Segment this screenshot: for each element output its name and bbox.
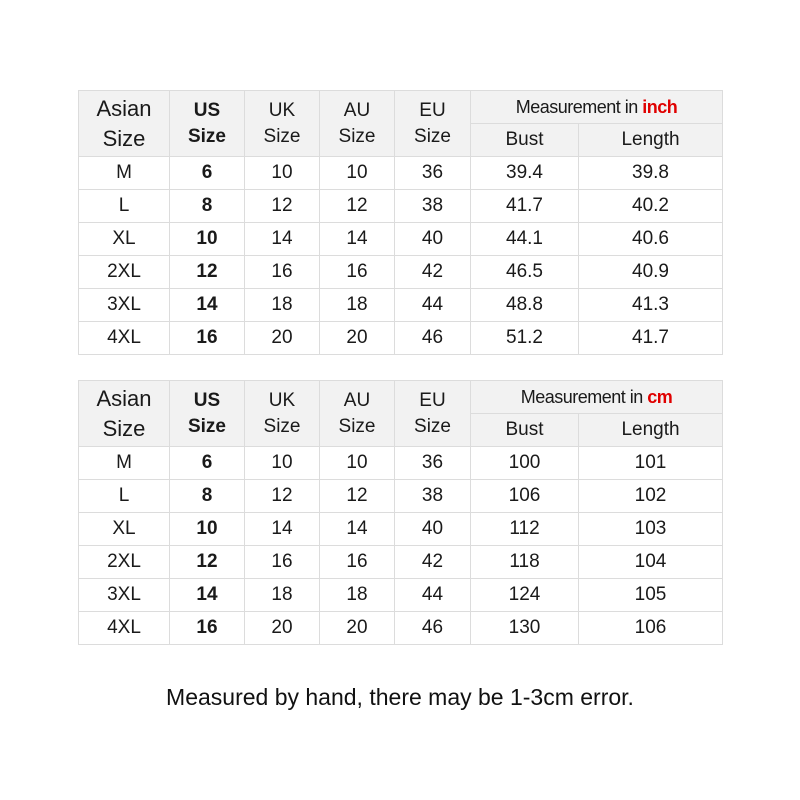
cell-au: 14 — [320, 513, 395, 546]
cell-asian: M — [79, 157, 170, 190]
cell-au: 16 — [320, 546, 395, 579]
cell-eu: 44 — [395, 579, 471, 612]
cell-asian: 2XL — [79, 256, 170, 289]
cell-bust: 112 — [471, 513, 579, 546]
cell-asian: 3XL — [79, 579, 170, 612]
header-measurement — [471, 381, 723, 414]
cell-length: 103 — [579, 513, 723, 546]
cell-au: 18 — [320, 579, 395, 612]
cell-au: 18 — [320, 289, 395, 322]
cell-length: 101 — [579, 447, 723, 480]
cell-us: 12 — [170, 256, 245, 289]
table-row — [79, 447, 723, 480]
cell-eu: 42 — [395, 256, 471, 289]
cell-us: 12 — [170, 546, 245, 579]
cell-uk: 20 — [245, 612, 320, 645]
cell-bust: 106 — [471, 480, 579, 513]
cell-eu: 38 — [395, 190, 471, 223]
cell-us: 16 — [170, 322, 245, 355]
cell-au: 12 — [320, 480, 395, 513]
cell-bust: 51.2 — [471, 322, 579, 355]
header-length: Length — [579, 124, 723, 157]
table-row — [79, 289, 723, 322]
cell-uk: 20 — [245, 322, 320, 355]
cell-au: 12 — [320, 190, 395, 223]
cell-length: 102 — [579, 480, 723, 513]
cell-asian: 2XL — [79, 546, 170, 579]
measurement-unit: cm — [647, 386, 673, 407]
header-bust: Bust — [471, 124, 579, 157]
cell-us: 8 — [170, 190, 245, 223]
cell-asian: 4XL — [79, 612, 170, 645]
cell-au: 10 — [320, 157, 395, 190]
cell-au: 20 — [320, 322, 395, 355]
cell-asian: M — [79, 447, 170, 480]
cell-us: 10 — [170, 223, 245, 256]
cell-au: 16 — [320, 256, 395, 289]
cell-eu: 44 — [395, 289, 471, 322]
cell-asian: L — [79, 190, 170, 223]
header-us-size: US Size — [170, 381, 245, 447]
cell-uk: 10 — [245, 157, 320, 190]
cell-bust: 100 — [471, 447, 579, 480]
header-uk-size: UK Size — [245, 91, 320, 157]
measurement-label: Measurement in — [520, 386, 648, 407]
cell-length: 105 — [579, 579, 723, 612]
header-au-size: AU Size — [320, 381, 395, 447]
header-asian-size: Asian Size — [79, 91, 170, 157]
cell-eu: 38 — [395, 480, 471, 513]
cell-eu: 46 — [395, 322, 471, 355]
cell-us: 6 — [170, 447, 245, 480]
cell-bust: 130 — [471, 612, 579, 645]
table-row — [79, 612, 723, 645]
cell-us: 6 — [170, 157, 245, 190]
cell-bust: 48.8 — [471, 289, 579, 322]
measurement-unit: inch — [642, 96, 678, 117]
header-eu-size: EU Size — [395, 91, 471, 157]
cell-us: 10 — [170, 513, 245, 546]
table-row — [79, 256, 723, 289]
header-row — [79, 91, 723, 124]
cell-length: 41.3 — [579, 289, 723, 322]
cell-bust: 44.1 — [471, 223, 579, 256]
cell-uk: 14 — [245, 223, 320, 256]
cell-au: 10 — [320, 447, 395, 480]
cell-length: 40.6 — [579, 223, 723, 256]
cell-uk: 10 — [245, 447, 320, 480]
cell-uk: 18 — [245, 289, 320, 322]
header-au-size: AU Size — [320, 91, 395, 157]
cell-length: 41.7 — [579, 322, 723, 355]
cell-bust: 39.4 — [471, 157, 579, 190]
header-row — [79, 381, 723, 414]
cell-asian: L — [79, 480, 170, 513]
cell-bust: 118 — [471, 546, 579, 579]
cell-uk: 18 — [245, 579, 320, 612]
cell-eu: 46 — [395, 612, 471, 645]
table-row — [79, 190, 723, 223]
cell-us: 14 — [170, 289, 245, 322]
header-asian-size: Asian Size — [79, 381, 170, 447]
header-eu-size: EU Size — [395, 381, 471, 447]
header-length: Length — [579, 414, 723, 447]
cell-uk: 12 — [245, 480, 320, 513]
table-row — [79, 322, 723, 355]
header-measurement — [471, 91, 723, 124]
cell-length: 39.8 — [579, 157, 723, 190]
table-row — [79, 157, 723, 190]
table-row — [79, 223, 723, 256]
cell-us: 16 — [170, 612, 245, 645]
size-table-cm — [78, 380, 723, 645]
cell-asian: 4XL — [79, 322, 170, 355]
cell-eu: 40 — [395, 223, 471, 256]
cell-uk: 14 — [245, 513, 320, 546]
cell-length: 106 — [579, 612, 723, 645]
cell-length: 40.2 — [579, 190, 723, 223]
table-row — [79, 579, 723, 612]
cell-bust: 46.5 — [471, 256, 579, 289]
table-row — [79, 480, 723, 513]
header-uk-size: UK Size — [245, 381, 320, 447]
table-row — [79, 546, 723, 579]
cell-eu: 36 — [395, 157, 471, 190]
cell-asian: XL — [79, 223, 170, 256]
measurement-label: Measurement in — [515, 96, 643, 117]
cell-eu: 36 — [395, 447, 471, 480]
header-bust: Bust — [471, 414, 579, 447]
cell-uk: 12 — [245, 190, 320, 223]
table-row — [79, 513, 723, 546]
cell-us: 14 — [170, 579, 245, 612]
cell-uk: 16 — [245, 256, 320, 289]
size-table-inch — [78, 90, 723, 355]
cell-eu: 40 — [395, 513, 471, 546]
header-us-size: US Size — [170, 91, 245, 157]
cell-au: 14 — [320, 223, 395, 256]
cell-asian: 3XL — [79, 289, 170, 322]
cell-length: 40.9 — [579, 256, 723, 289]
cell-uk: 16 — [245, 546, 320, 579]
measurement-note: Measured by hand, there may be 1-3cm error. — [166, 684, 634, 710]
cell-eu: 42 — [395, 546, 471, 579]
cell-bust: 124 — [471, 579, 579, 612]
cell-bust: 41.7 — [471, 190, 579, 223]
cell-asian: XL — [79, 513, 170, 546]
cell-us: 8 — [170, 480, 245, 513]
cell-au: 20 — [320, 612, 395, 645]
cell-length: 104 — [579, 546, 723, 579]
